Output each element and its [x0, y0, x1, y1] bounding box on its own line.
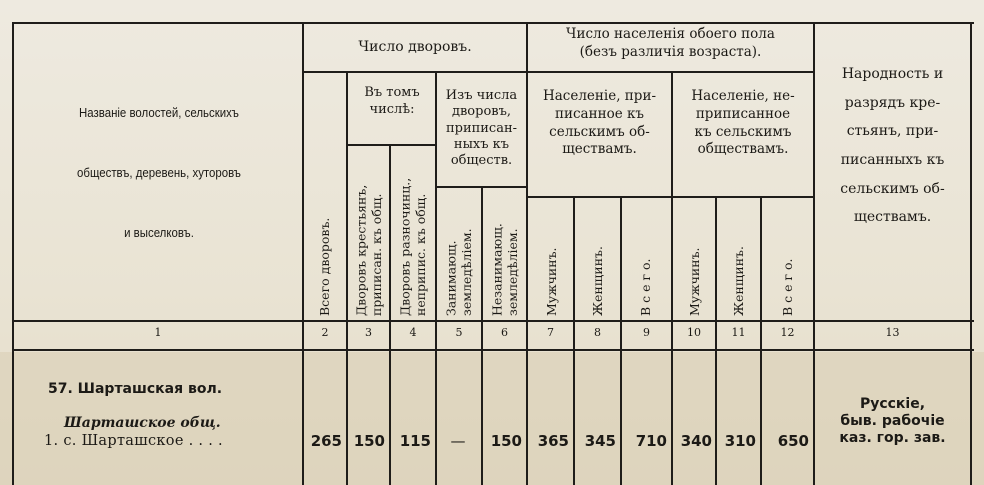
cell-men-unreg: 340 [680, 432, 712, 450]
header-group-households: Число дворовъ. [358, 39, 472, 55]
cell-raznochin-households: 115 [399, 432, 431, 450]
volost-title: 57. Шарташская вол. [48, 381, 223, 397]
cell-peasant-households: 150 [353, 432, 385, 450]
cell-total-unreg: 650 [777, 432, 809, 450]
header-col1-line2: обществъ, деревень, хуторовъ [77, 165, 241, 180]
header-women-unreg: Женщинъ. [731, 246, 747, 316]
rule-sub-2 [346, 144, 436, 146]
colnum-3: 3 [365, 326, 372, 339]
colnum-1: 1 [154, 326, 162, 339]
colnum-7: 7 [547, 326, 554, 339]
colnum-13: 13 [885, 326, 900, 339]
header-not-farming: Незанимающ. земледѣлiем. [489, 223, 520, 316]
header-including: Въ томъ числѣ: [364, 85, 420, 118]
society-title: Шарташское общ. [64, 415, 221, 431]
rule-numbers-bottom [12, 349, 974, 351]
colnum-2: 2 [321, 326, 329, 339]
header-registered-pop: Населеніе, при- писанное къ сельскимъ об- ществамъ. [542, 88, 657, 158]
rule-sub-5 [672, 196, 814, 198]
header-men-unreg: Мужчинъ. [687, 247, 703, 316]
colnum-9: 9 [643, 326, 650, 339]
colnum-8: 8 [594, 326, 601, 339]
header-women-reg: Женщинъ. [590, 246, 606, 316]
village-name: 1. с. Шарташское . . . . [44, 433, 223, 449]
cell-women-unreg: 310 [724, 432, 756, 450]
colnum-10: 10 [687, 326, 701, 339]
cell-nationality: Русскiе, быв. рабочiе каз. гор. зав. [839, 396, 946, 446]
colnum-5: 5 [455, 326, 463, 339]
colnum-12: 12 [780, 326, 795, 339]
colnum-4: 4 [409, 326, 417, 339]
header-farming: Занимающ. земледѣлiем. [443, 228, 474, 316]
rule-left [12, 22, 14, 485]
header-group-population: Число населенія обоего пола (безъ различія возраста). [566, 26, 775, 60]
rule-v-1 [302, 22, 304, 485]
header-total-households: Всего дворовъ. [317, 217, 333, 316]
rule-sub-4 [527, 196, 672, 198]
rule-sub-1 [302, 71, 814, 73]
header-raznochin-households: Дворовъ разночинц., неприпис. къ общ. [397, 177, 428, 316]
header-col1-line1: Названіе волостей, сельскихъ [79, 105, 239, 120]
cell-total-reg: 710 [635, 432, 667, 450]
rule-right [970, 22, 972, 485]
rule-v-2 [346, 71, 348, 485]
header-total-unreg: В с е г о. [780, 258, 796, 316]
cell-men-reg: 365 [537, 432, 569, 450]
header-total-reg: В с е г о. [638, 258, 654, 316]
header-men-reg: Мужчинъ. [544, 247, 560, 316]
cell-total-households: 265 [310, 432, 342, 450]
rule-header-bottom [12, 320, 974, 322]
colnum-11: 11 [731, 326, 746, 339]
header-unregistered-pop: Населеніе, не- приписанное къ сельскимъ обществамъ. [691, 88, 795, 158]
cell-farming: — [450, 432, 466, 450]
header-peasant-households: Дворовъ крестьянъ, приписан. къ общ. [353, 184, 384, 316]
header-assigned-households: Изъ числа дворовъ, приписан- ныхъ къ обществ. [445, 88, 518, 168]
cell-not-farming: 150 [490, 432, 522, 450]
rule-top [12, 22, 974, 24]
header-col1-line3: и выселковъ. [124, 225, 194, 240]
cell-women-reg: 345 [584, 432, 616, 450]
header-nationality: Народность и разрядъ кре- стьянъ, при- писанныхъ къ сельскимъ об- ществамъ. [840, 66, 945, 226]
colnum-6: 6 [501, 326, 508, 339]
